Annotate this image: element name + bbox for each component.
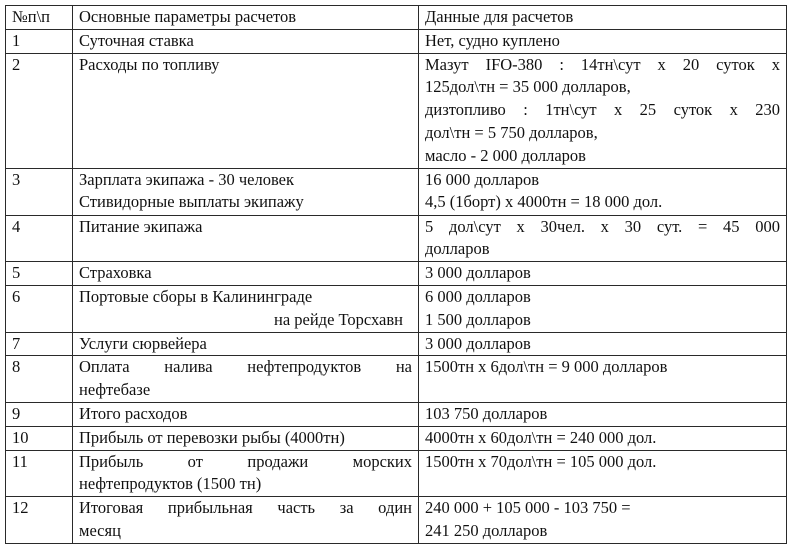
parameter-text: Страховка (79, 263, 152, 283)
row-parameter (73, 29, 419, 53)
parameter-text: нефтепродуктов (1500 тн) (79, 474, 262, 494)
row-data (419, 215, 787, 262)
row-parameter (73, 53, 419, 168)
row-number: 11 (6, 450, 73, 497)
table-row (6, 53, 787, 168)
data-text: 3 000 долларов (425, 333, 531, 353)
row-number: 6 (6, 285, 73, 332)
table-row (6, 426, 787, 450)
row-number: 12 (6, 497, 73, 544)
parameter-text: Оплата налива нефтепродуктов на (79, 357, 412, 377)
row-data (419, 426, 787, 450)
data-text: 1500тн х 70дол\тн = 105 000 дол. (425, 451, 657, 471)
table-row-total-expenses (6, 402, 787, 426)
row-parameter (73, 285, 419, 332)
data-text: 125дол\тн = 35 000 долларов, (425, 77, 631, 97)
parameter-text: Питание экипажа (79, 216, 203, 236)
table-row (6, 332, 787, 356)
data-text: дизтопливо : 1тн\сут х 25 суток х 230 (425, 100, 780, 120)
row-parameter (73, 450, 419, 497)
data-text: 16 000 долларов (425, 169, 540, 189)
row-data (419, 53, 787, 168)
data-text: 4000тн х 60дол\тн = 240 000 дол. (425, 427, 657, 447)
row-number: 4 (6, 215, 73, 262)
parameter-text: Итого расходов (79, 403, 188, 423)
data-text: 1500тн х 6дол\тн = 9 000 долларов (425, 357, 668, 377)
row-data (419, 450, 787, 497)
data-text: Нет, судно куплено (425, 30, 560, 50)
data-text: 241 250 долларов (425, 520, 548, 540)
parameter-text: на рейде Торсхавн (274, 309, 403, 329)
parameter-text: Прибыль от продажи морских (79, 451, 412, 471)
row-number: 7 (6, 332, 73, 356)
data-text: 5 дол\сут х 30чел. х 30 сут. = 45 000 (425, 216, 780, 236)
data-text: 3 000 долларов (425, 263, 531, 283)
parameter-text: месяц (79, 520, 121, 540)
calculation-table (5, 5, 787, 544)
row-number: 5 (6, 262, 73, 286)
data-text: долларов (425, 239, 490, 259)
parameter-text: Услуги сюрвейера (79, 333, 207, 353)
table-row (6, 29, 787, 53)
parameter-text: нефтебазе (79, 380, 151, 400)
row-number: 3 (6, 168, 73, 215)
row-data (419, 332, 787, 356)
row-data (419, 356, 787, 403)
row-parameter (73, 426, 419, 450)
row-data (419, 285, 787, 332)
row-data (419, 168, 787, 215)
header-parameters: Основные параметры расчетов (73, 6, 419, 30)
row-parameter (73, 332, 419, 356)
header-data: Данные для расчетов (419, 6, 787, 30)
row-data (419, 29, 787, 53)
parameter-text: Зарплата экипажа - 30 человек (79, 169, 294, 189)
data-text: масло - 2 000 долларов (425, 145, 586, 165)
row-parameter (73, 497, 419, 544)
row-data (419, 262, 787, 286)
table-row (6, 450, 787, 497)
table-row-final-profit (6, 497, 787, 544)
table-row (6, 285, 787, 332)
data-text: Мазут IFO-380 : 14тн\сут х 20 суток х (425, 54, 780, 74)
table-row (6, 168, 787, 215)
parameter-text: Итоговая прибыльная часть за один (79, 498, 412, 518)
data-text: 6 000 долларов (425, 286, 531, 306)
row-data (419, 402, 787, 426)
data-text: дол\тн = 5 750 долларов, (425, 122, 598, 142)
data-text: 103 750 долларов (425, 403, 548, 423)
row-number: 1 (6, 29, 73, 53)
header-row (6, 6, 787, 30)
parameter-text: Стивидорные выплаты экипажу (79, 192, 304, 212)
row-number: 10 (6, 426, 73, 450)
row-parameter (73, 215, 419, 262)
parameter-text: Портовые сборы в Калининграде (79, 286, 313, 306)
table-row (6, 215, 787, 262)
row-parameter (73, 402, 419, 426)
parameter-text: Прибыль от перевозки рыбы (4000тн) (79, 427, 345, 447)
data-text: 240 000 + 105 000 - 103 750 = (425, 498, 631, 518)
parameter-text: Суточная ставка (79, 30, 194, 50)
row-data (419, 497, 787, 544)
data-text: 1 500 долларов (425, 309, 531, 329)
parameter-text: Расходы по топливу (79, 54, 220, 74)
header-number: №п\п (6, 6, 73, 30)
table-row (6, 262, 787, 286)
row-parameter (73, 262, 419, 286)
data-text: 4,5 (1борт) х 4000тн = 18 000 дол. (425, 192, 663, 212)
row-parameter (73, 168, 419, 215)
row-number: 2 (6, 53, 73, 168)
table-row (6, 356, 787, 403)
row-parameter (73, 356, 419, 403)
row-number: 8 (6, 356, 73, 403)
row-number: 9 (6, 402, 73, 426)
